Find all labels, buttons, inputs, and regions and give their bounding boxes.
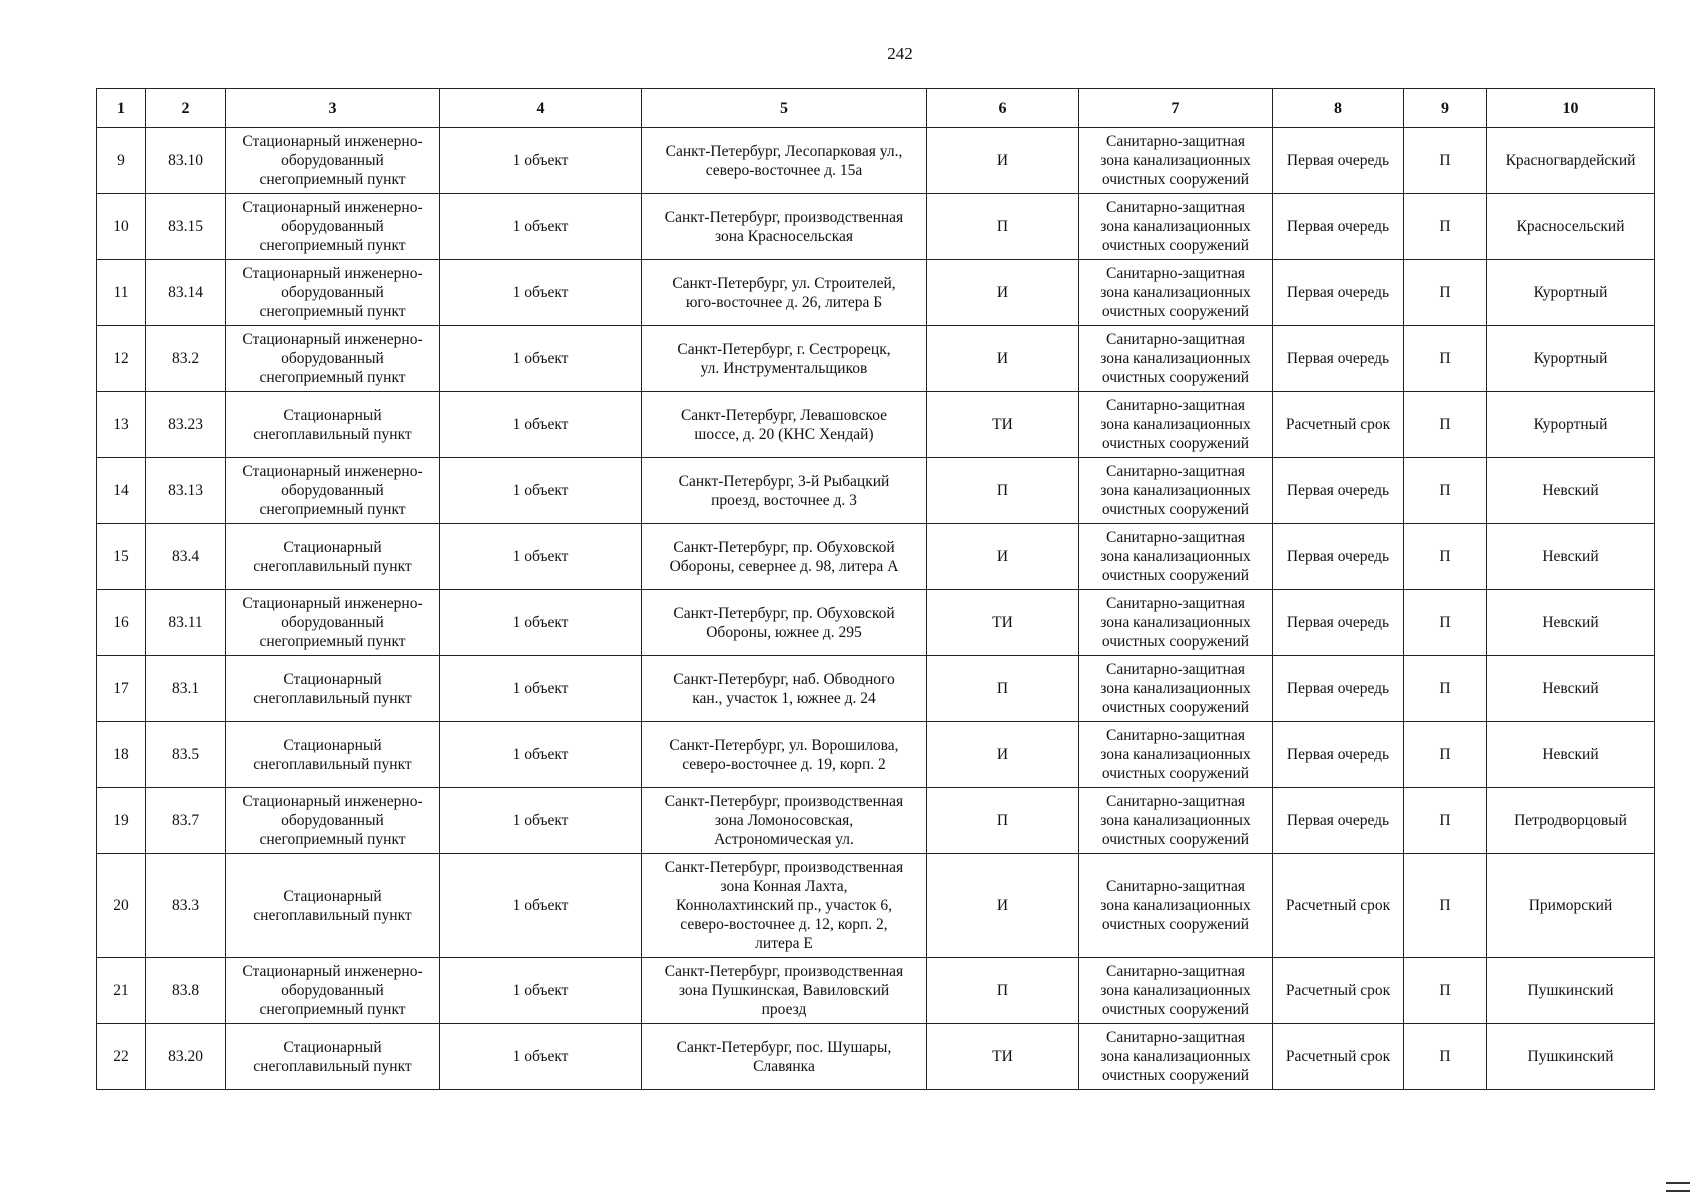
- district-cell: Приморский: [1487, 854, 1655, 958]
- object-name-cell: Стационарный инженерно- оборудованный снегоприемный пункт: [226, 326, 440, 392]
- table-row: [97, 722, 1655, 788]
- object-name-cell: Стационарный инженерно- оборудованный снегоприемный пункт: [226, 194, 440, 260]
- stage-cell: Первая очередь: [1273, 458, 1404, 524]
- status-cell: И: [927, 524, 1079, 590]
- address-cell: Санкт-Петербург, пр. Обуховской Обороны, южнее д. 295: [642, 590, 927, 656]
- status-cell: И: [927, 326, 1079, 392]
- stage-cell: Расчетный срок: [1273, 1024, 1404, 1090]
- table-row: [97, 524, 1655, 590]
- district-cell: Невский: [1487, 524, 1655, 590]
- stage-cell: Первая очередь: [1273, 722, 1404, 788]
- stage-cell: Расчетный срок: [1273, 854, 1404, 958]
- quantity-cell: 1 объект: [440, 788, 642, 854]
- row-number-cell: 14: [97, 458, 146, 524]
- zone-cell: Санитарно-защитная зона канализационных очистных сооружений: [1079, 788, 1273, 854]
- type-cell: П: [1404, 326, 1487, 392]
- table-row: [97, 392, 1655, 458]
- code-cell: 83.11: [146, 590, 226, 656]
- quantity-cell: 1 объект: [440, 656, 642, 722]
- type-cell: П: [1404, 458, 1487, 524]
- code-cell: 83.5: [146, 722, 226, 788]
- row-number-cell: 15: [97, 524, 146, 590]
- quantity-cell: 1 объект: [440, 958, 642, 1024]
- object-name-cell: Стационарный снегоплавильный пункт: [226, 854, 440, 958]
- row-number-cell: 20: [97, 854, 146, 958]
- type-cell: П: [1404, 1024, 1487, 1090]
- status-cell: И: [927, 854, 1079, 958]
- district-cell: Курортный: [1487, 392, 1655, 458]
- quantity-cell: 1 объект: [440, 590, 642, 656]
- object-name-cell: Стационарный инженерно- оборудованный снегоприемный пункт: [226, 260, 440, 326]
- object-name-cell: Стационарный инженерно- оборудованный снегоприемный пункт: [226, 590, 440, 656]
- stage-cell: Расчетный срок: [1273, 392, 1404, 458]
- code-cell: 83.20: [146, 1024, 226, 1090]
- object-name-cell: Стационарный снегоплавильный пункт: [226, 722, 440, 788]
- row-number-cell: 17: [97, 656, 146, 722]
- district-cell: Невский: [1487, 458, 1655, 524]
- table-row: [97, 590, 1655, 656]
- zone-cell: Санитарно-защитная зона канализационных очистных сооружений: [1079, 524, 1273, 590]
- quantity-cell: 1 объект: [440, 128, 642, 194]
- header-row: [97, 89, 1655, 128]
- address-cell: Санкт-Петербург, ул. Строителей, юго-восточнее д. 26, литера Б: [642, 260, 927, 326]
- stage-cell: Первая очередь: [1273, 788, 1404, 854]
- table-row: [97, 958, 1655, 1024]
- edge-marks: [1666, 1176, 1690, 1192]
- code-cell: 83.8: [146, 958, 226, 1024]
- row-number-cell: 22: [97, 1024, 146, 1090]
- status-cell: П: [927, 458, 1079, 524]
- code-cell: 83.4: [146, 524, 226, 590]
- row-number-cell: 11: [97, 260, 146, 326]
- table-row: [97, 656, 1655, 722]
- object-name-cell: Стационарный инженерно- оборудованный снегоприемный пункт: [226, 458, 440, 524]
- zone-cell: Санитарно-защитная зона канализационных очистных сооружений: [1079, 194, 1273, 260]
- code-cell: 83.1: [146, 656, 226, 722]
- type-cell: П: [1404, 524, 1487, 590]
- stage-cell: Первая очередь: [1273, 194, 1404, 260]
- quantity-cell: 1 объект: [440, 194, 642, 260]
- district-cell: Пушкинский: [1487, 958, 1655, 1024]
- table-row: [97, 788, 1655, 854]
- quantity-cell: 1 объект: [440, 854, 642, 958]
- district-cell: Петродворцовый: [1487, 788, 1655, 854]
- status-cell: И: [927, 260, 1079, 326]
- row-number-cell: 12: [97, 326, 146, 392]
- code-cell: 83.14: [146, 260, 226, 326]
- status-cell: ТИ: [927, 1024, 1079, 1090]
- address-cell: Санкт-Петербург, г. Сестрорецк, ул. Инструментальщиков: [642, 326, 927, 392]
- stage-cell: Расчетный срок: [1273, 958, 1404, 1024]
- row-number-cell: 19: [97, 788, 146, 854]
- district-cell: Невский: [1487, 722, 1655, 788]
- quantity-cell: 1 объект: [440, 722, 642, 788]
- table-row: [97, 1024, 1655, 1090]
- table-body: [97, 128, 1655, 1090]
- quantity-cell: 1 объект: [440, 524, 642, 590]
- zone-cell: Санитарно-защитная зона канализационных очистных сооружений: [1079, 958, 1273, 1024]
- district-cell: Невский: [1487, 590, 1655, 656]
- status-cell: И: [927, 128, 1079, 194]
- column-header: 5: [642, 89, 927, 128]
- quantity-cell: 1 объект: [440, 458, 642, 524]
- address-cell: Санкт-Петербург, производственная зона Красносельская: [642, 194, 927, 260]
- code-cell: 83.7: [146, 788, 226, 854]
- object-name-cell: Стационарный инженерно- оборудованный снегоприемный пункт: [226, 128, 440, 194]
- quantity-cell: 1 объект: [440, 260, 642, 326]
- row-number-cell: 13: [97, 392, 146, 458]
- address-cell: Санкт-Петербург, Левашовское шоссе, д. 20 (КНС Хендай): [642, 392, 927, 458]
- object-name-cell: Стационарный снегоплавильный пункт: [226, 524, 440, 590]
- column-header: 10: [1487, 89, 1655, 128]
- page-number: 242: [887, 44, 913, 63]
- stage-cell: Первая очередь: [1273, 128, 1404, 194]
- object-name-cell: Стационарный снегоплавильный пункт: [226, 656, 440, 722]
- address-cell: Санкт-Петербург, 3-й Рыбацкий проезд, восточнее д. 3: [642, 458, 927, 524]
- code-cell: 83.13: [146, 458, 226, 524]
- table-row: [97, 194, 1655, 260]
- table-row: [97, 128, 1655, 194]
- zone-cell: Санитарно-защитная зона канализационных очистных сооружений: [1079, 458, 1273, 524]
- zone-cell: Санитарно-защитная зона канализационных очистных сооружений: [1079, 392, 1273, 458]
- quantity-cell: 1 объект: [440, 1024, 642, 1090]
- column-header: 1: [97, 89, 146, 128]
- status-cell: ТИ: [927, 392, 1079, 458]
- column-header: 2: [146, 89, 226, 128]
- type-cell: П: [1404, 590, 1487, 656]
- status-cell: П: [927, 958, 1079, 1024]
- zone-cell: Санитарно-защитная зона канализационных очистных сооружений: [1079, 128, 1273, 194]
- table-row: [97, 458, 1655, 524]
- district-cell: Невский: [1487, 656, 1655, 722]
- address-cell: Санкт-Петербург, производственная зона Ломоносовская, Астрономическая ул.: [642, 788, 927, 854]
- type-cell: П: [1404, 958, 1487, 1024]
- stage-cell: Первая очередь: [1273, 656, 1404, 722]
- code-cell: 83.3: [146, 854, 226, 958]
- table-row: [97, 326, 1655, 392]
- district-cell: Пушкинский: [1487, 1024, 1655, 1090]
- column-header: 9: [1404, 89, 1487, 128]
- stage-cell: Первая очередь: [1273, 326, 1404, 392]
- zone-cell: Санитарно-защитная зона канализационных очистных сооружений: [1079, 260, 1273, 326]
- address-cell: Санкт-Петербург, наб. Обводного кан., участок 1, южнее д. 24: [642, 656, 927, 722]
- column-header: 6: [927, 89, 1079, 128]
- type-cell: П: [1404, 854, 1487, 958]
- table-row: [97, 854, 1655, 958]
- column-header: 3: [226, 89, 440, 128]
- quantity-cell: 1 объект: [440, 326, 642, 392]
- row-number-cell: 18: [97, 722, 146, 788]
- code-cell: 83.10: [146, 128, 226, 194]
- zone-cell: Санитарно-защитная зона канализационных очистных сооружений: [1079, 722, 1273, 788]
- code-cell: 83.2: [146, 326, 226, 392]
- address-cell: Санкт-Петербург, производственная зона Пушкинская, Вавиловский проезд: [642, 958, 927, 1024]
- table-row: [97, 260, 1655, 326]
- zone-cell: Санитарно-защитная зона канализационных очистных сооружений: [1079, 1024, 1273, 1090]
- zone-cell: Санитарно-защитная зона канализационных очистных сооружений: [1079, 590, 1273, 656]
- address-cell: Санкт-Петербург, ул. Ворошилова, северо-восточнее д. 19, корп. 2: [642, 722, 927, 788]
- object-name-cell: Стационарный инженерно- оборудованный снегоприемный пункт: [226, 958, 440, 1024]
- type-cell: П: [1404, 788, 1487, 854]
- row-number-cell: 16: [97, 590, 146, 656]
- zone-cell: Санитарно-защитная зона канализационных очистных сооружений: [1079, 854, 1273, 958]
- type-cell: П: [1404, 260, 1487, 326]
- type-cell: П: [1404, 128, 1487, 194]
- column-header: 8: [1273, 89, 1404, 128]
- column-header: 7: [1079, 89, 1273, 128]
- object-name-cell: Стационарный инженерно- оборудованный снегоприемный пункт: [226, 788, 440, 854]
- stage-cell: Первая очередь: [1273, 590, 1404, 656]
- type-cell: П: [1404, 194, 1487, 260]
- row-number-cell: 21: [97, 958, 146, 1024]
- row-number-cell: 10: [97, 194, 146, 260]
- status-cell: П: [927, 194, 1079, 260]
- object-name-cell: Стационарный снегоплавильный пункт: [226, 1024, 440, 1090]
- status-cell: ТИ: [927, 590, 1079, 656]
- code-cell: 83.15: [146, 194, 226, 260]
- stage-cell: Первая очередь: [1273, 524, 1404, 590]
- objects-table: [96, 88, 1655, 1090]
- type-cell: П: [1404, 392, 1487, 458]
- row-number-cell: 9: [97, 128, 146, 194]
- district-cell: Красносельский: [1487, 194, 1655, 260]
- district-cell: Курортный: [1487, 260, 1655, 326]
- address-cell: Санкт-Петербург, Лесопарковая ул., северо-восточнее д. 15а: [642, 128, 927, 194]
- status-cell: П: [927, 788, 1079, 854]
- address-cell: Санкт-Петербург, производственная зона Конная Лахта, Коннолахтинский пр., участок 6, северо-восточнее д. 12, корп. 2, литера Е: [642, 854, 927, 958]
- district-cell: Курортный: [1487, 326, 1655, 392]
- column-header: 4: [440, 89, 642, 128]
- type-cell: П: [1404, 656, 1487, 722]
- status-cell: И: [927, 722, 1079, 788]
- status-cell: П: [927, 656, 1079, 722]
- address-cell: Санкт-Петербург, пр. Обуховской Обороны, севернее д. 98, литера А: [642, 524, 927, 590]
- address-cell: Санкт-Петербург, пос. Шушары, Славянка: [642, 1024, 927, 1090]
- object-name-cell: Стационарный снегоплавильный пункт: [226, 392, 440, 458]
- zone-cell: Санитарно-защитная зона канализационных очистных сооружений: [1079, 656, 1273, 722]
- quantity-cell: 1 объект: [440, 392, 642, 458]
- code-cell: 83.23: [146, 392, 226, 458]
- stage-cell: Первая очередь: [1273, 260, 1404, 326]
- zone-cell: Санитарно-защитная зона канализационных очистных сооружений: [1079, 326, 1273, 392]
- type-cell: П: [1404, 722, 1487, 788]
- district-cell: Красногвардейский: [1487, 128, 1655, 194]
